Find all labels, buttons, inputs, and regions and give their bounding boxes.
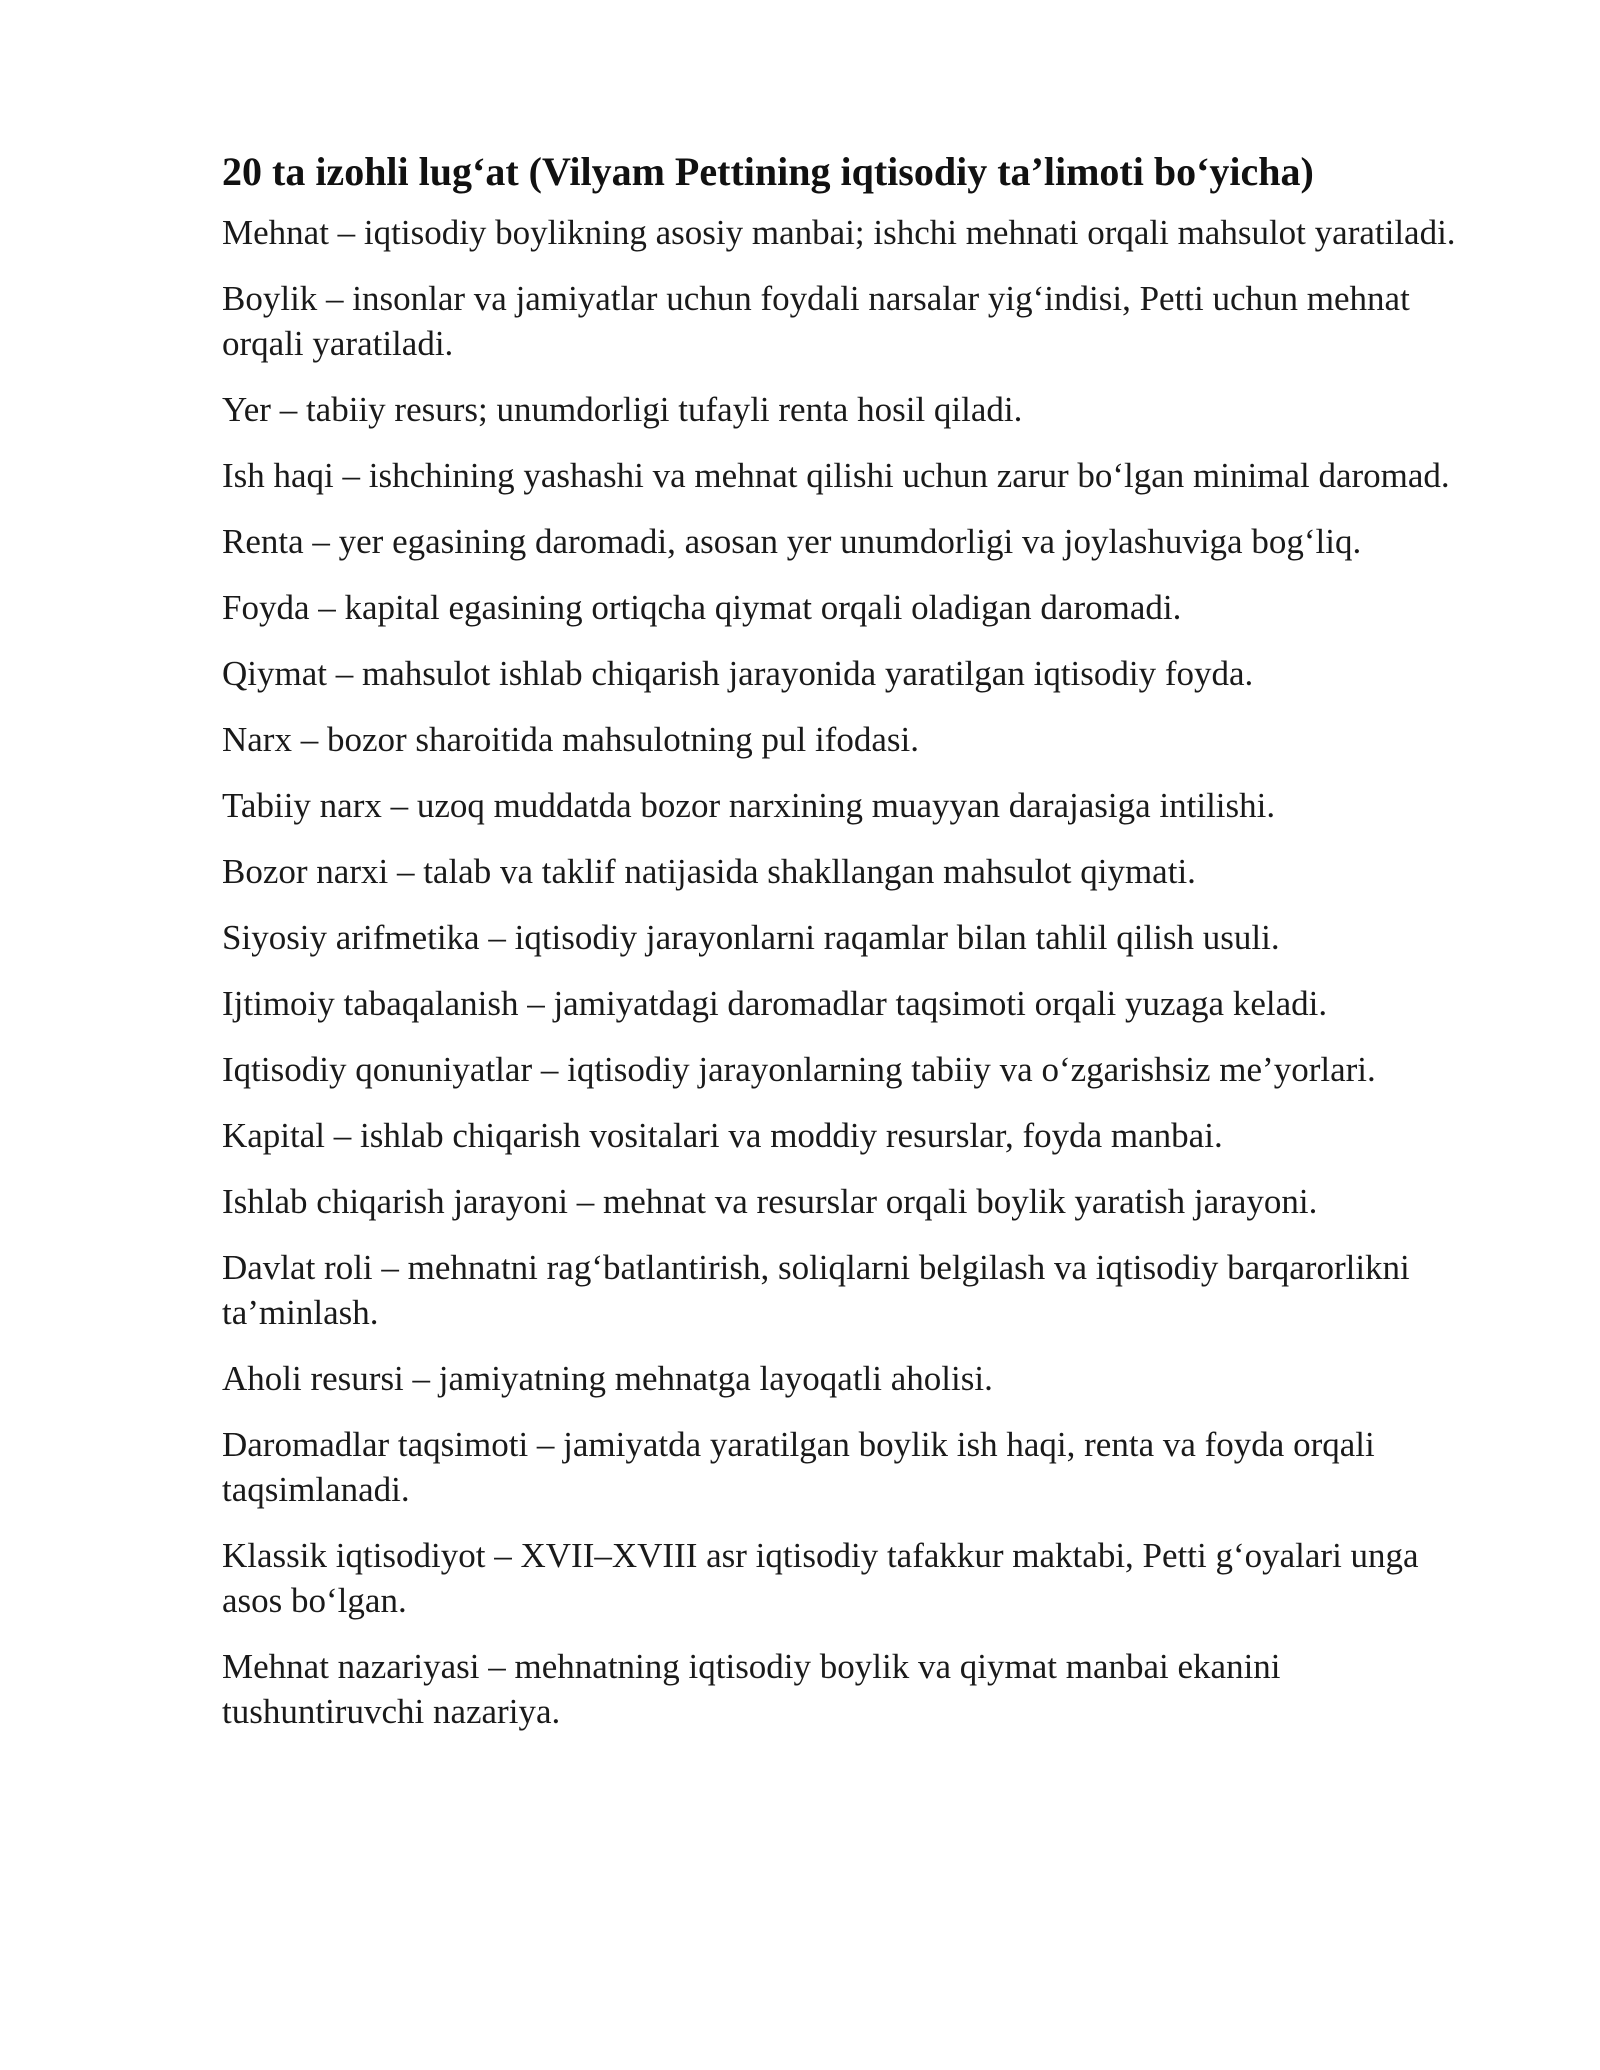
glossary-entry: Davlat roli – mehnatni rag‘batlantirish, soliqlarni belgilash va iqtisodiy barqarorlikni ta’minlash.	[222, 1248, 1410, 1332]
glossary-entry: Daromadlar taqsimoti – jamiyatda yaratilgan boylik ish haqi, renta va foyda orqali taqsimlanadi.	[222, 1425, 1375, 1509]
document-title: 20 ta izohli lug‘at (Vilyam Pettining iqtisodiy ta’limoti bo‘yicha)	[222, 149, 1314, 194]
document-page	[222, 148, 1480, 1755]
glossary-entry: Bozor narxi – talab va taklif natijasida shakllangan mahsulot qiymati.	[222, 852, 1196, 891]
glossary-entry: Mehnat nazariyasi – mehnatning iqtisodiy boylik va qiymat manbai ekanini tushuntiruvchi nazariya.	[222, 1647, 1281, 1731]
glossary-entry: Kapital – ishlab chiqarish vositalari va moddiy resurslar, foyda manbai.	[222, 1116, 1223, 1155]
glossary-entry: Boylik – insonlar va jamiyatlar uchun foydali narsalar yig‘indisi, Petti uchun mehnat orqali yaratiladi.	[222, 279, 1410, 363]
glossary-entry: Ishlab chiqarish jarayoni – mehnat va resurslar orqali boylik yaratish jarayoni.	[222, 1182, 1318, 1221]
glossary-entry: Renta – yer egasining daromadi, asosan yer unumdorligi va joylashuviga bog‘liq.	[222, 522, 1362, 561]
glossary-entry: Narx – bozor sharoitida mahsulotning pul ifodasi.	[222, 720, 919, 759]
glossary-entry: Iqtisodiy qonuniyatlar – iqtisodiy jarayonlarning tabiiy va o‘zgarishsiz me’yorlari.	[222, 1050, 1376, 1089]
glossary-entry: Foyda – kapital egasining ortiqcha qiymat orqali oladigan daromadi.	[222, 588, 1182, 627]
glossary-entry: Ijtimoiy tabaqalanish – jamiyatdagi daromadlar taqsimoti orqali yuzaga keladi.	[222, 984, 1328, 1023]
glossary-entry: Tabiiy narx – uzoq muddatda bozor narxining muayyan darajasiga intilishi.	[222, 786, 1276, 825]
glossary-entry: Ish haqi – ishchining yashashi va mehnat qilishi uchun zarur bo‘lgan minimal daromad.	[222, 456, 1450, 495]
glossary-entry: Yer – tabiiy resurs; unumdorligi tufayli renta hosil qiladi.	[222, 390, 1023, 429]
glossary-entry: Qiymat – mahsulot ishlab chiqarish jarayonida yaratilgan iqtisodiy foyda.	[222, 654, 1254, 693]
glossary-entry: Siyosiy arifmetika – iqtisodiy jarayonlarni raqamlar bilan tahlil qilish usuli.	[222, 918, 1280, 957]
glossary-entry: Klassik iqtisodiyot – XVII–XVIII asr iqtisodiy tafakkur maktabi, Petti g‘oyalari unga asos bo‘lgan.	[222, 1536, 1419, 1620]
glossary-list	[222, 210, 1480, 1734]
glossary-entry: Aholi resursi – jamiyatning mehnatga layoqatli aholisi.	[222, 1359, 993, 1398]
glossary-entry: Mehnat – iqtisodiy boylikning asosiy manbai; ishchi mehnati orqali mahsulot yaratiladi.	[222, 213, 1456, 252]
